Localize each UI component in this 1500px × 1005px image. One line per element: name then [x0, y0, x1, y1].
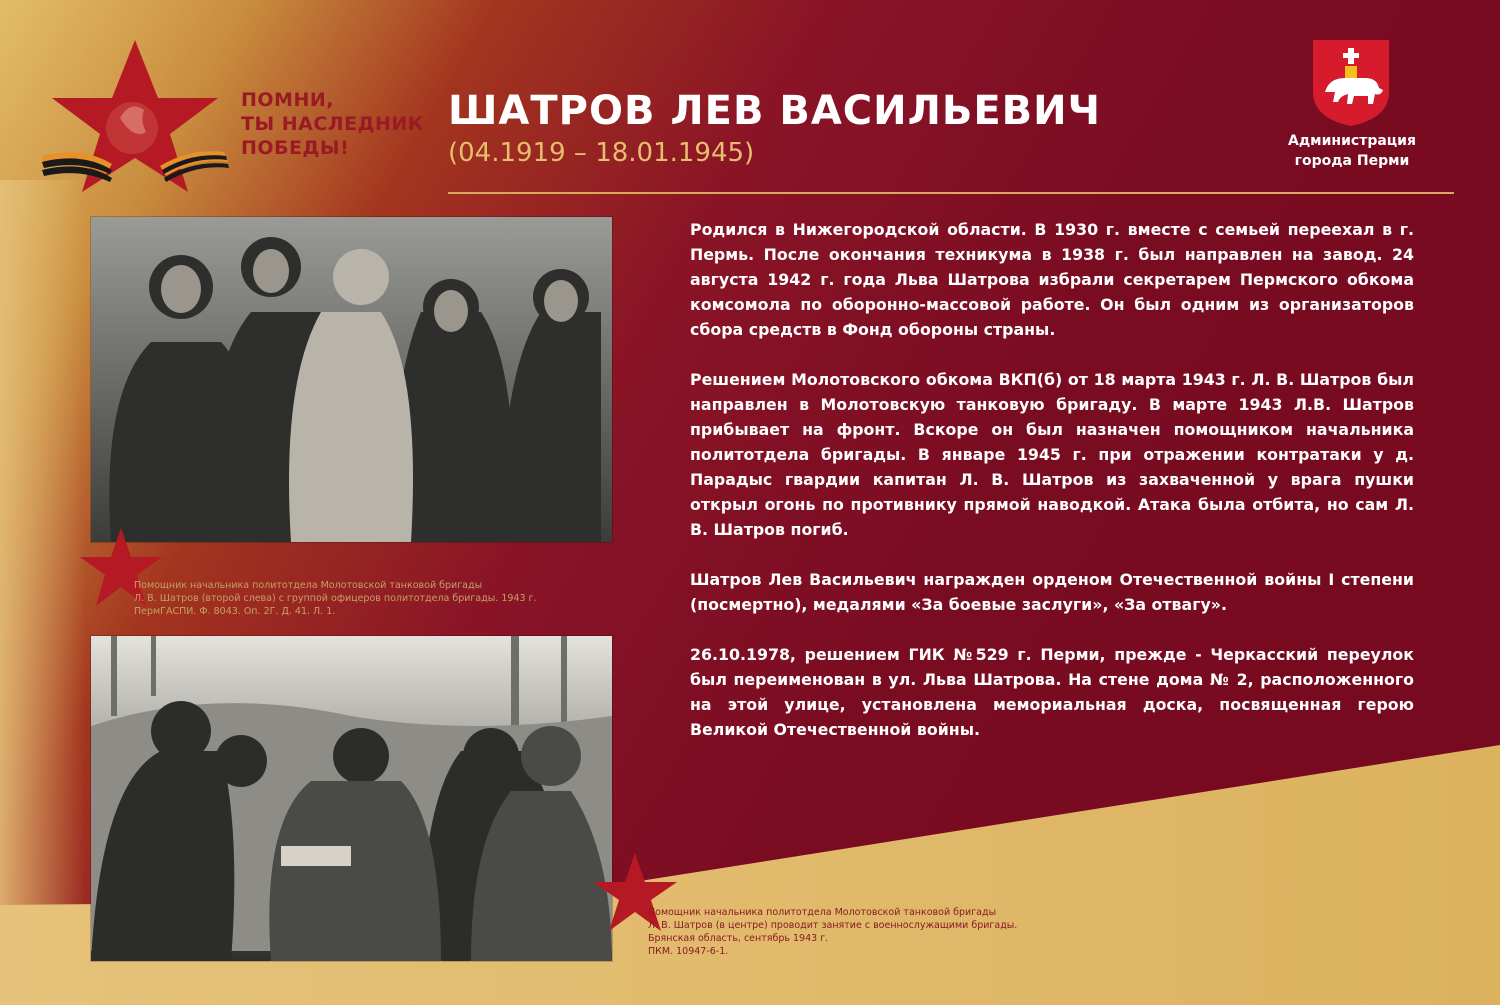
biography-paragraph-4: 26.10.1978, решением ГИК №529 г. Перми, прежде - Черкасский переулок был переименован в ул. Льва Шатрова. На стене дома № 2, расположенного на этой улице, установлена мемориальная доска, посвященная герою Великой Отечественной войны. [690, 645, 1414, 739]
slogan-line-3: ПОБЕДЫ! [241, 137, 350, 159]
biography-paragraph-1: Родился в Нижегородской области. В 1930 г. вместе с семьей переехал в г. Пермь. После окончания техникума в 1938 г. был направлен на завод. 24 августа 1942 г. года Льва Шатрова избрали секретарем Пермского обкома комсомола по оборонно-массовой работе. Он был одним из организаторов сбора средств в Фонд обороны страны. [690, 220, 1414, 339]
header-divider [448, 192, 1454, 194]
biography-text [690, 217, 1414, 767]
administration-line-1: Администрация [1288, 133, 1416, 149]
photo2-caption-line-3: Брянская область, сентябрь 1943 г. [648, 933, 829, 944]
administration-label [1270, 131, 1434, 171]
photo2-caption [648, 906, 1068, 958]
photo1-caption-line-2: Л. В. Шатров (второй слева) с группой офицеров политотдела бригады. 1943 г. [134, 593, 537, 604]
perm-coat-of-arms [1311, 38, 1391, 128]
photo-officers-group [91, 217, 612, 542]
photo2-caption-line-2: Л. В. Шатров (в центре) проводит занятие с военнослужащими бригады. [648, 920, 1018, 931]
photo-soldiers-reading [91, 636, 612, 961]
biography-paragraph-3: Шатров Лев Васильевич награжден орденом Отечественной войны I степени (посмертно), медалями «За боевые заслуги», «За отвагу». [690, 570, 1414, 614]
photo1-caption-line-3: ПермГАСПИ. Ф. 8043. Оп. 2Г. Д. 41. Л. 1. [134, 606, 336, 617]
administration-line-2: города Перми [1294, 153, 1410, 169]
photo1-caption-line-1: Помощник начальника политотдела Молотовской танковой бригады [134, 580, 483, 591]
victory-star-emblem [40, 38, 230, 198]
person-name: ШАТРОВ ЛЕВ ВАСИЛЬЕВИЧ [448, 88, 1101, 134]
life-dates: (04.1919 – 18.01.1945) [448, 138, 755, 168]
slogan-line-1: ПОМНИ, [241, 89, 334, 111]
biography-paragraph-2: Решением Молотовского обкома ВКП(б) от 18 марта 1943 г. Л. В. Шатров был направлен в Молотовскую танковую бригаду. В марте 1943 Л.В. Шатров прибывает на фронт. Вскоре он был назначен помощником начальника политотдела бригады. В январе 1945 г. при отражении контратаки у д. Парадыс гвардии капитан Л. В. Шатров из захваченной у врага пушки открыл огонь по противнику прямой наводкой. Атака была отбита, но сам Л. В. Шатров погиб. [690, 370, 1414, 539]
photo1-caption [134, 579, 594, 618]
photo2-caption-line-4: ПКМ. 10947-6-1. [648, 946, 729, 957]
gospel-book-icon [1345, 66, 1357, 78]
slogan [241, 88, 424, 160]
photo2-caption-line-1: Помощник начальника политотдела Молотовской танковой бригады [648, 907, 997, 918]
slogan-line-2: ТЫ НАСЛЕДНИК [241, 113, 424, 135]
